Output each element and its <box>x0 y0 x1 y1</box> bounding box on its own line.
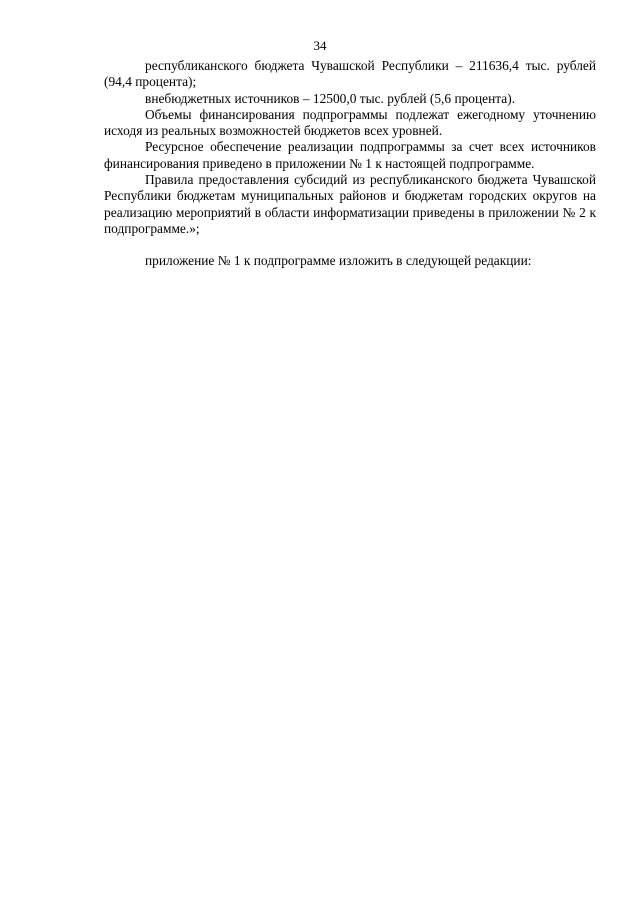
paragraph-appendix-instruction: приложение № 1 к подпрограмме изложить в следующей редакции: <box>145 253 532 269</box>
paragraph-funding-volumes: Объемы финансирования подпрограммы подлежат ежегодному уточнению исходя из реальных возможностей бюджетов всех уровней. <box>104 106 596 139</box>
paragraph-extrabudgetary-sources: внебюджетных источников – 12500,0 тыс. рублей (5,6 процента). <box>145 90 516 106</box>
paragraph-subsidy-rules: Правила предоставления субсидий из республиканского бюджета Чувашской Республики бюджетам муниципальных районов и бюджетам городских округов на реализацию мероприятий в области информатизации приведены в приложении № 2 к подпрограмме.»; <box>104 172 596 236</box>
paragraph-resource-support: Ресурсное обеспечение реализации подпрограммы за счет всех источников финансирования приведено в приложении № 1 к настоящей подпрограмме. <box>104 139 596 171</box>
paragraph-regional-budget: республиканского бюджета Чувашской Республики – 211636,4 тыс. рублей (94,4 процента); <box>104 58 596 90</box>
document-body <box>104 58 596 270</box>
page-number: 34 <box>313 38 327 53</box>
